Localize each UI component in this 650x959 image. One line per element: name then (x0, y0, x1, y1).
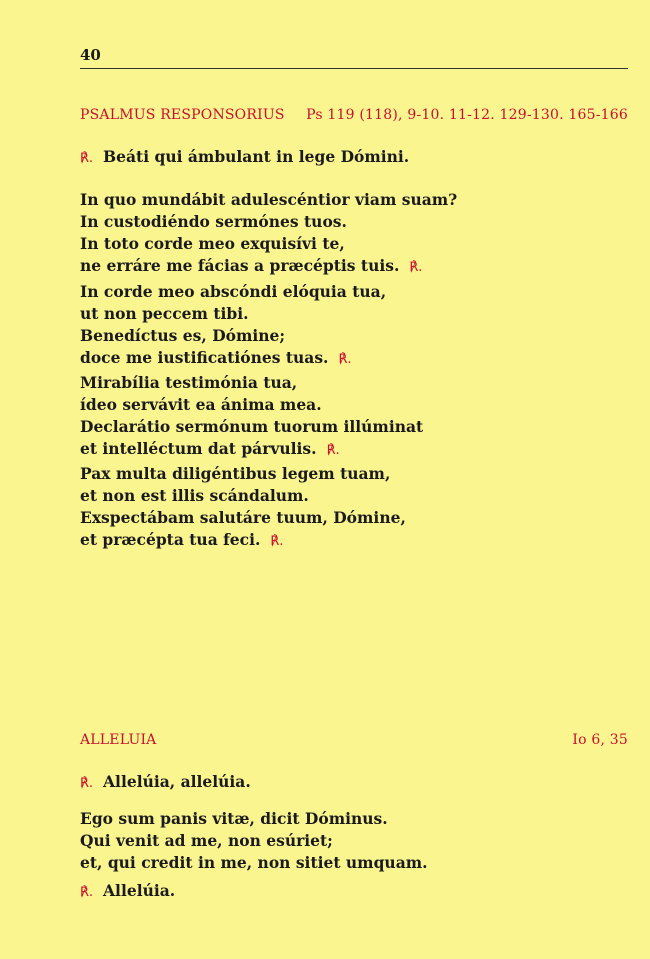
stanza-line: ut non peccem tibi. (80, 304, 249, 323)
stanza-line: ídeo servávit ea ánima mea. (80, 395, 322, 414)
stanza-line: Pax multa diligéntibus legem tuam, (80, 464, 391, 483)
alleluia-reference: Io 6, 35 (572, 732, 628, 748)
stanza-line: In custodiéndo sermónes tuos. (80, 212, 347, 231)
stanza-line: In corde meo abscóndi elóquia tua, (80, 282, 387, 301)
response-symbol: ℟. (270, 534, 284, 549)
stanza-line: doce me iustificatiónes tuas. (80, 348, 329, 367)
response-text: Beáti qui ámbulant in lege Dómini. (103, 147, 410, 166)
alleluia-heading: ALLELUIA (80, 732, 157, 748)
response-symbol: ℟. (80, 885, 94, 900)
psalm-heading: PSALMUS RESPONSORIUS (80, 107, 285, 123)
stanza-line: et intelléctum dat párvulis. (80, 439, 317, 458)
stanza-line: In toto corde meo exquisívi te, (80, 234, 345, 253)
response-symbol: ℟. (409, 260, 423, 275)
stanza-line: Exspectábam salutáre tuum, Dómine, (80, 508, 406, 527)
response-symbol: ℟. (80, 776, 94, 791)
psalm-stanza-4 (80, 463, 628, 553)
stanza-line: Benedíctus es, Dómine; (80, 326, 286, 345)
stanza-line: Mirabília testimónia tua, (80, 373, 298, 392)
stanza-line: et præcépta tua feci. (80, 530, 261, 549)
header-rule (80, 68, 628, 69)
stanza-line: et non est illis scándalum. (80, 486, 309, 505)
alleluia-verse (80, 808, 628, 874)
response-symbol: ℟. (80, 151, 94, 166)
alleluia-final-response (80, 880, 628, 904)
psalm-reference: Ps 119 (118), 9-10. 11-12. 129-130. 165-166 (306, 107, 628, 123)
verse-line: Ego sum panis vitæ, dicit Dóminus. (80, 809, 388, 828)
alleluia-response (80, 771, 628, 795)
psalm-stanza-1 (80, 189, 628, 279)
verse-line: Qui venit ad me, non esúriet; (80, 831, 333, 850)
response-symbol: ℟. (326, 443, 340, 458)
psalm-stanza-3 (80, 372, 628, 462)
response-symbol: ℟. (338, 352, 352, 367)
stanza-line: In quo mundábit adulescéntior viam suam? (80, 190, 458, 209)
psalm-heading-row (80, 107, 628, 123)
response-text: Allelúia. (103, 881, 176, 900)
page-number: 40 (80, 46, 101, 64)
psalm-response (80, 146, 628, 170)
response-text: Allelúia, allelúia. (103, 772, 251, 791)
stanza-line: Declarátio sermónum tuorum illúminat (80, 417, 424, 436)
alleluia-heading-row (80, 732, 628, 748)
psalm-stanza-2 (80, 281, 628, 371)
verse-line: et, qui credit in me, non sitiet umquam. (80, 853, 428, 872)
stanza-line: ne erráre me fácias a præcéptis tuis. (80, 256, 400, 275)
